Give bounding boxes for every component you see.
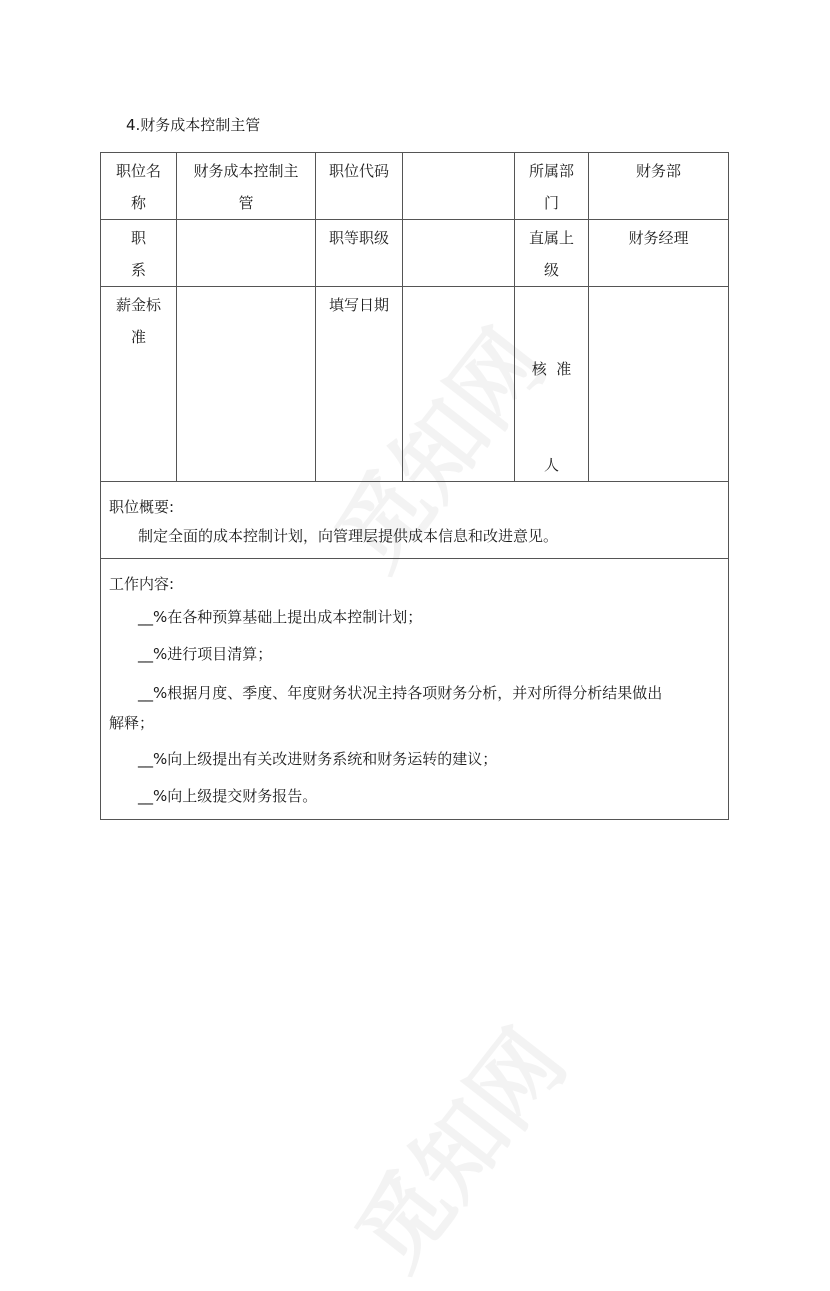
label-position-name: 职位名 称 xyxy=(101,153,177,220)
value-position-name: 财务成本控制主 管 xyxy=(177,153,316,220)
table-row xyxy=(101,220,729,287)
label-salary: 薪金标 准 xyxy=(101,287,177,482)
section-title: 4.财务成本控制主管 xyxy=(126,116,261,134)
value-salary xyxy=(177,287,316,482)
work-row xyxy=(101,558,729,819)
label-department: 所属部 门 xyxy=(515,153,589,220)
summary-heading: 职位概要: xyxy=(109,498,175,516)
value-grade xyxy=(403,220,515,287)
list-item: __%根据月度、季度、年度财务状况主持各项财务分析，并对所得分析结果做出 xyxy=(138,683,663,702)
label-position-code: 职位代码 xyxy=(316,153,403,220)
value-fill-date xyxy=(403,287,515,482)
table-row xyxy=(101,287,729,482)
label-series: 职 系 xyxy=(101,220,177,287)
label-fill-date: 填写日期 xyxy=(316,287,403,482)
label-grade: 职等职级 xyxy=(316,220,403,287)
watermark xyxy=(321,999,590,1291)
list-item: 解释； xyxy=(109,713,155,732)
work-cell xyxy=(101,558,729,819)
summary-cell xyxy=(101,482,729,559)
list-item: __%进行项目清算； xyxy=(138,645,273,664)
table-row xyxy=(101,153,729,220)
value-approver xyxy=(589,287,729,482)
value-series xyxy=(177,220,316,287)
list-item: __%在各种预算基础上提出成本控制计划； xyxy=(138,607,423,626)
list-item: __%向上级提出有关改进财务系统和财务运转的建议； xyxy=(138,749,498,768)
list-item: __%向上级提交财务报告。 xyxy=(138,787,318,806)
value-supervisor: 财务经理 xyxy=(589,220,729,287)
value-department: 财务部 xyxy=(589,153,729,220)
summary-row xyxy=(101,482,729,559)
value-position-code xyxy=(403,153,515,220)
work-heading: 工作内容: xyxy=(109,574,175,593)
summary-text: 制定全面的成本控制计划，向管理层提供成本信息和改进意见。 xyxy=(138,527,559,545)
label-approver: 核 准 人 xyxy=(515,287,589,482)
job-description-table xyxy=(100,152,729,820)
label-supervisor: 直属上 级 xyxy=(515,220,589,287)
